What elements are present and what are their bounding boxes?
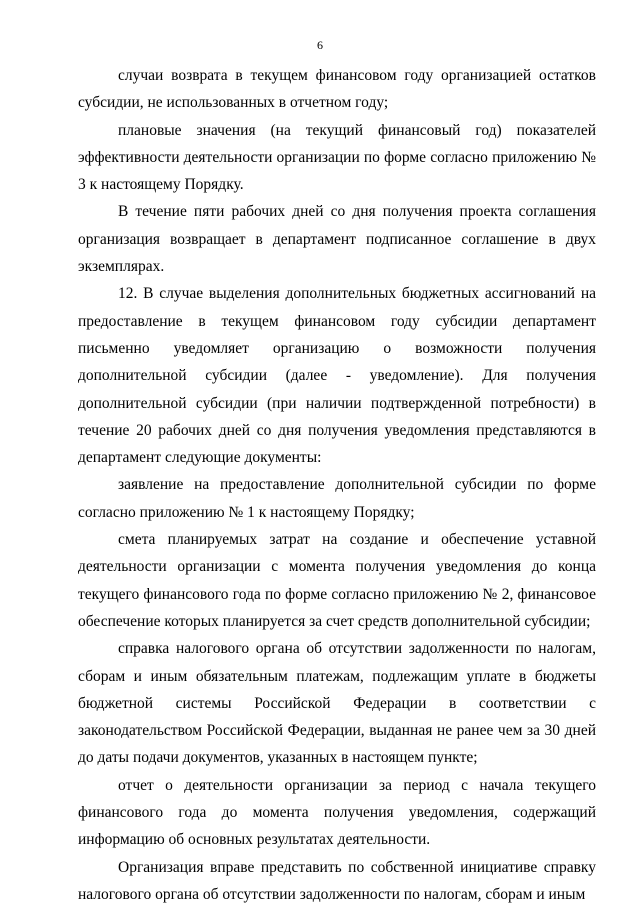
paragraph-refund-cases: случаи возврата в текущем финансовом году организацией остатков субсидии, не использованных в отчетном году; [78, 67, 596, 112]
paragraph-agreement-return: В течение пяти рабочих дней со дня получения проекта соглашения организация возвращает в департамент подписанное соглашение в двух экземплярах. [78, 203, 596, 276]
paragraph-activity-report: отчет о деятельности организации за период с начала текущего финансового года до момента получения уведомления, содержащий информацию об основных результатах деятельности. [78, 776, 596, 849]
paragraph-cost-estimate: смета планируемых затрат на создание и обеспечение уставной деятельности организации с момента получения уведомления до конца текущего финансового года по форме согласно приложению № 2, финансовое обеспечение которых планируется за счет средств дополнительной субсидии; [78, 531, 596, 630]
page-number: 6 [317, 38, 323, 52]
paragraph-planned-indicators: плановые значения (на текущий финансовый год) показателей эффективности деятельности организации по форме согласно приложению № 3 к настоящему Порядку. [78, 121, 596, 194]
document-body [78, 62, 596, 908]
paragraph-own-initiative: Организация вправе представить по собственной инициативе справку налогового органа об отсутствии задолженности по налогам, сборам и иным [78, 858, 596, 903]
paragraph-clause-12: 12. В случае выделения дополнительных бюджетных ассигнований на предоставление в текущем финансовом году субсидии департамент письменно уведомляет организацию о возможности получения дополнительной субсидии (далее - уведомление). Для получения дополнительной субсидии (при наличии подтвержденной потребности) в течение 20 рабочих дней со дня получения уведомления представляются в департамент следующие документы: [78, 285, 596, 467]
paragraph-application: заявление на предоставление дополнительной субсидии по форме согласно приложению № 1 к настоящему Порядку; [78, 476, 596, 521]
paragraph-tax-certificate: справка налогового органа об отсутствии задолженности по налогам, сборам и иным обязательным платежам, подлежащим уплате в бюджеты бюджетной системы Российской Федерации в соответствии с законодательством Российской Федерации, выданная не ранее чем за 30 дней до даты подачи документов, указанных в настоящем пункте; [78, 640, 596, 767]
